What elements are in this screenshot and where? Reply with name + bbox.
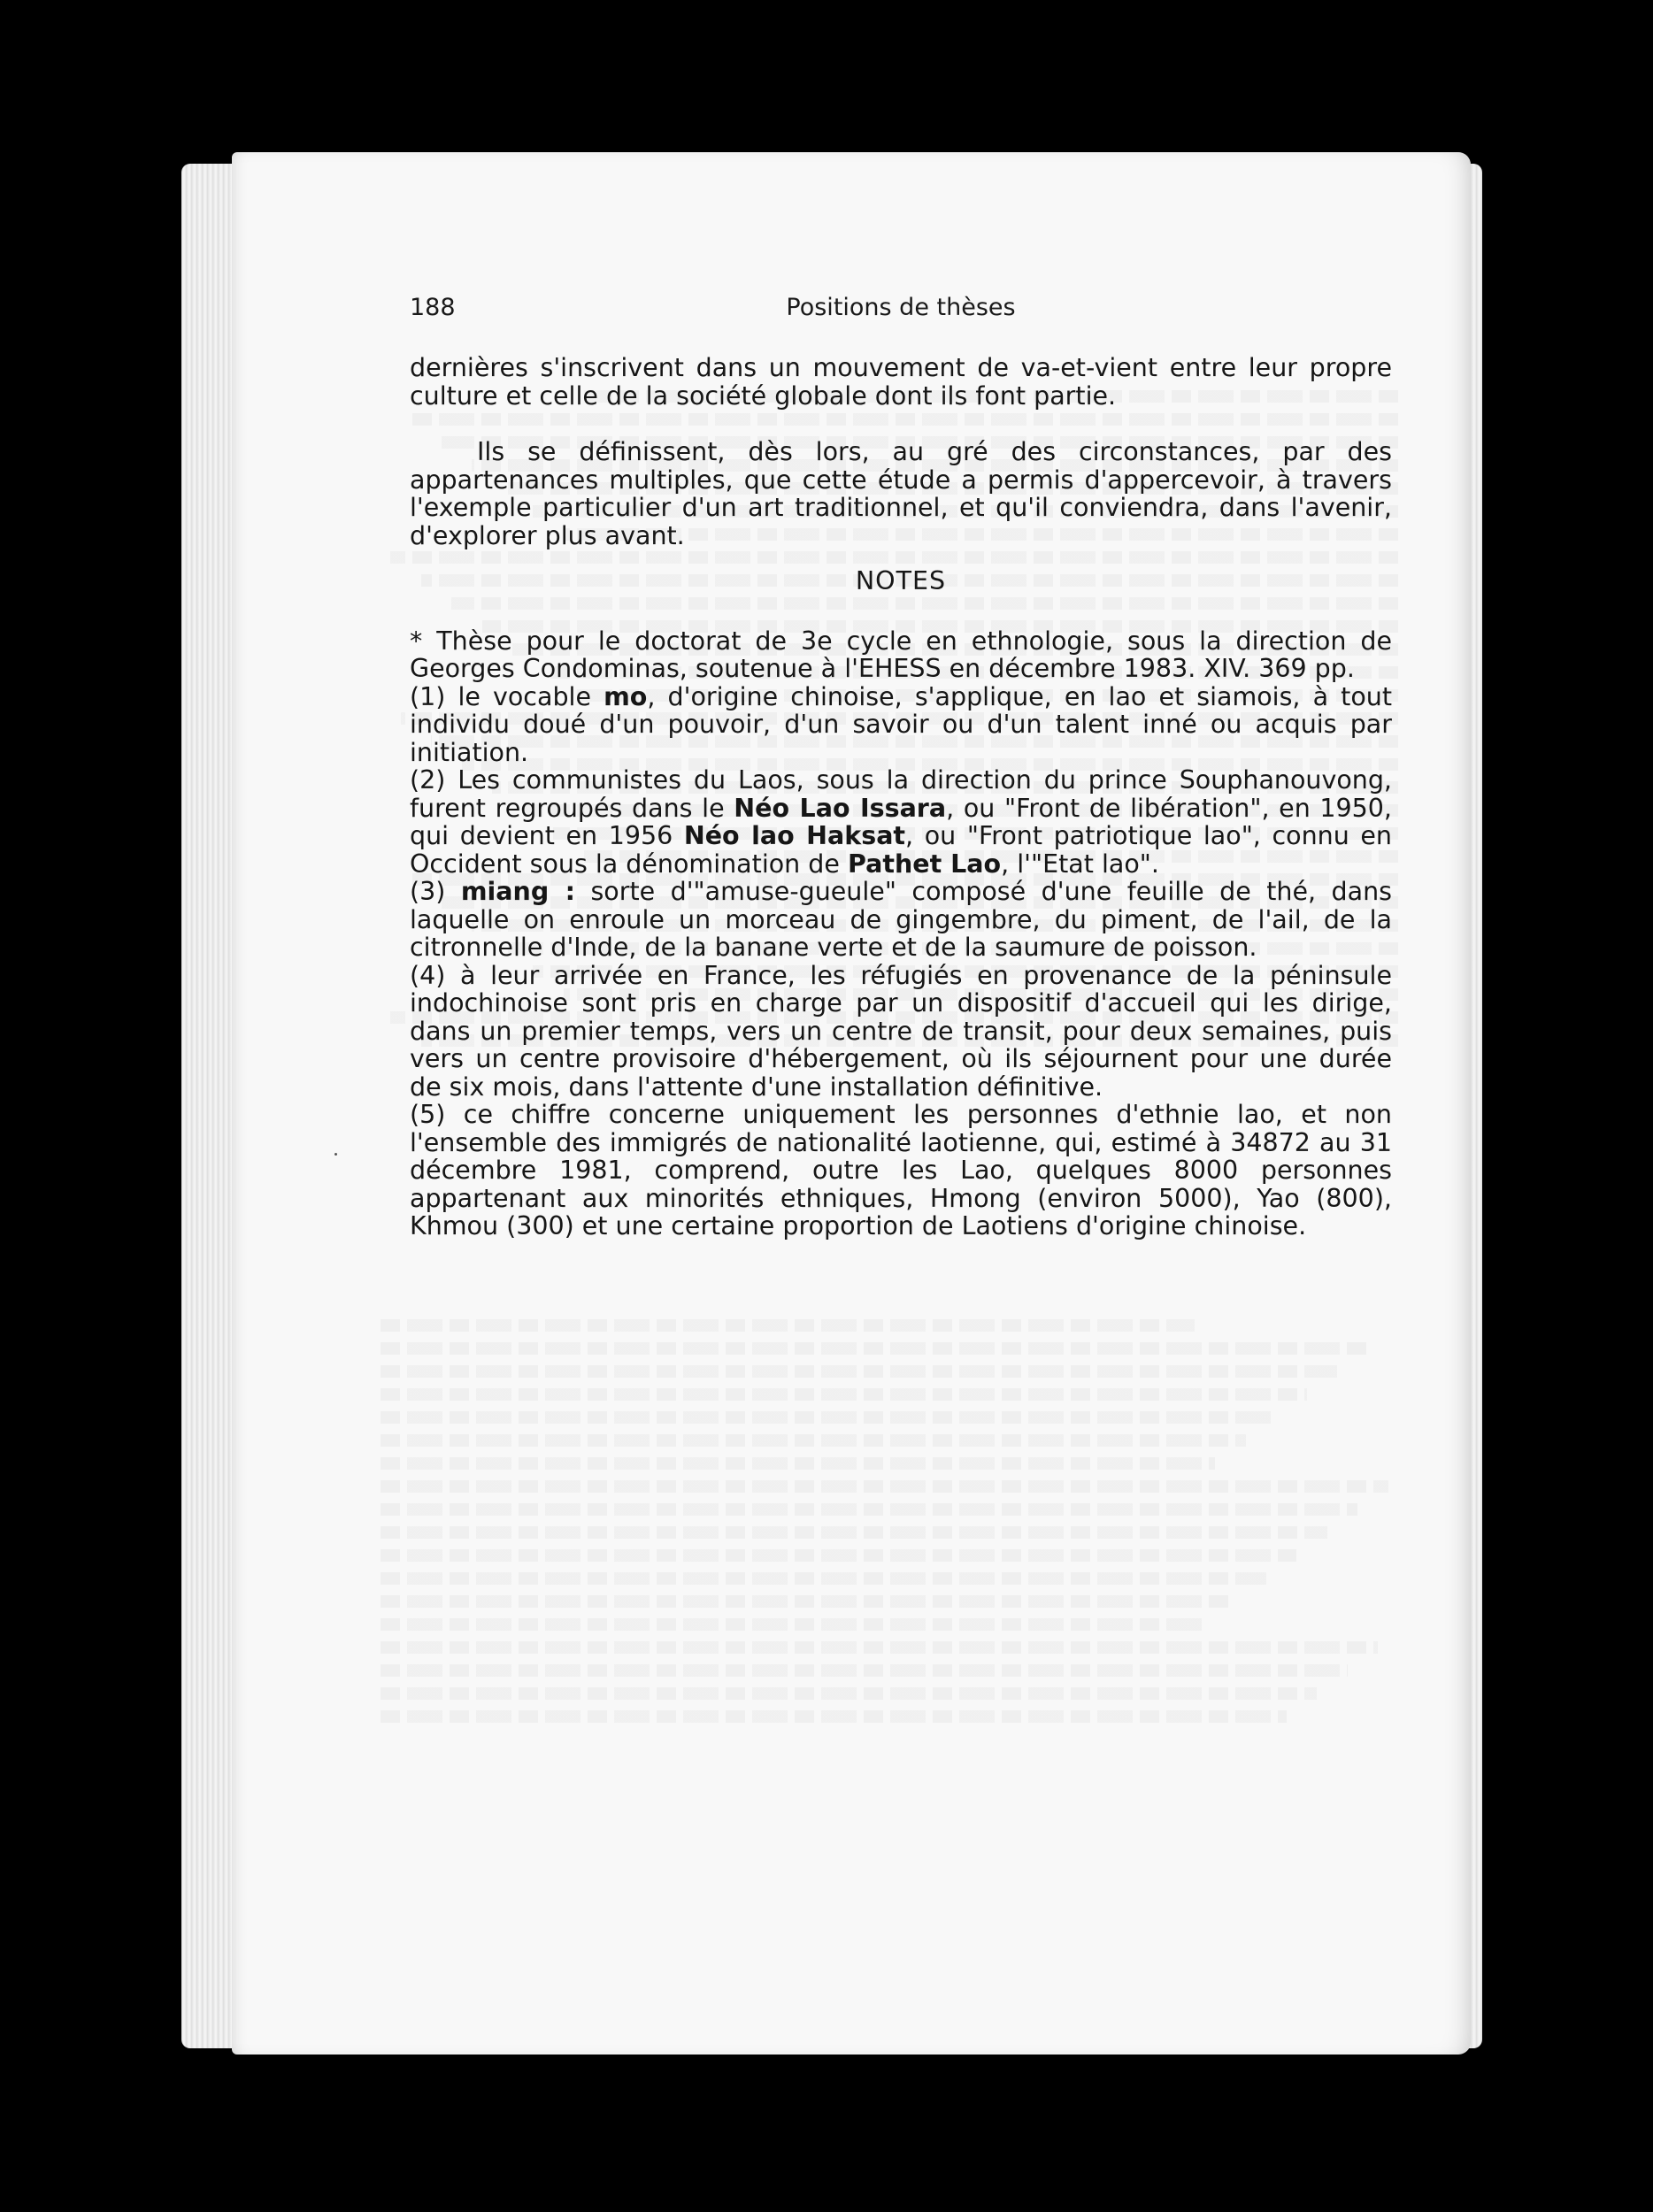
- ghost-line: [381, 1457, 1215, 1470]
- footnote-star: * Thèse pour le doctorat de 3e cycle en ethnologie, sous la direction de Georges Condominas, soutenue à l'EHESS en décembre 1983. XIV. 369 pp.: [410, 626, 1392, 683]
- ghost-line: [381, 1641, 1378, 1654]
- page-number: 188: [410, 294, 456, 321]
- ghost-line: [381, 1319, 1195, 1332]
- ghost-line: [381, 1618, 1205, 1631]
- ghost-line: [381, 1342, 1368, 1355]
- ghost-line: [381, 1687, 1317, 1700]
- margin-mark: [334, 1153, 337, 1156]
- running-title: Positions de thèses: [786, 294, 1016, 321]
- notes-heading: NOTES: [855, 566, 947, 595]
- ghost-line: [381, 1710, 1287, 1723]
- footnote-1-prefix: (1) le vocable: [410, 681, 604, 711]
- ghost-line: [381, 1595, 1235, 1608]
- ghost-line: [381, 1503, 1357, 1516]
- footnote-3-prefix: (3): [410, 877, 461, 906]
- footnote-2-term3: Pathet Lao: [847, 849, 1002, 879]
- body-paragraph-2: Ils se définissent, dès lors, au gré des circonstances, par des appartenances multiples, que cette étude a permis d'appercevoir, à travers l'exemple particulier d'un art traditionnel, et qu'il conviendra, dans l'avenir, d'explorer plus avant.: [410, 437, 1392, 550]
- footnote-2: [410, 766, 1392, 878]
- footnote-2-term1: Néo Lao Issara: [734, 793, 947, 823]
- footnote-1-term: mo: [604, 681, 648, 711]
- ghost-line: [381, 1365, 1337, 1378]
- ghost-line: [381, 1480, 1388, 1493]
- footnote-3-term: miang :: [460, 877, 575, 906]
- ghost-line: [381, 1572, 1266, 1585]
- footnote-2-term2: Néo lao Haksat: [683, 821, 906, 850]
- ghost-line: [381, 1664, 1348, 1677]
- ghost-line: [381, 1411, 1276, 1424]
- footnote-1: [410, 683, 1392, 767]
- show-through-texture-lower: [381, 1310, 1398, 1929]
- footnote-2-part2: , ou "Front de libération", en 1950, qui devient en 1956: [410, 793, 1392, 850]
- footnote-3-rest: sorte d'"amuse-gueule" composé d'une feuille de thé, dans laquelle on enroule un morceau de gingembre, du piment, de l'ail, de la citronnelle d'Inde, de la banane verte et de la saumure de poisson.: [410, 877, 1392, 962]
- footnote-2-part4: , l'"Etat lao".: [1001, 849, 1159, 879]
- running-header: [410, 294, 1392, 329]
- text-block: [410, 354, 1392, 1240]
- footnote-3: [410, 878, 1392, 962]
- ghost-line: [381, 1434, 1246, 1447]
- body-paragraph-1: dernières s'inscrivent dans un mouvement de va-et-vient entre leur propre culture et celle de la société globale dont ils font partie.: [410, 353, 1392, 411]
- footnote-2-part1: (2) Les communistes du Laos, sous la direction du prince Souphanouvong, furent regroupés dans le: [410, 765, 1392, 823]
- ghost-line: [381, 1388, 1307, 1401]
- footnote-4: (4) à leur arrivée en France, les réfugiés en provenance de la péninsule indochinoise sont pris en charge par un dispositif d'accueil qui les dirige, dans un premier temps, vers un centre de transit, pour deux semaines, puis vers un centre provisoire d'hébergement, où ils séjournent pour une durée de six mois, dans l'attente d'une installation définitive.: [410, 960, 1392, 1102]
- footnote-5: (5) ce chiffre concerne uniquement les personnes d'ethnie lao, et non l'ensemble des immigrés de nationalité laotienne, qui, estimé à 34872 au 31 décembre 1981, comprend, outre les Lao, quelques 8000 personnes appartenant aux minorités ethniques, Hmong (environ 5000), Yao (800), Khmou (300) et une certaine proportion de Laotiens d'origine chinoise.: [410, 1100, 1392, 1240]
- ghost-line: [381, 1549, 1296, 1562]
- footnote-1-rest: , d'origine chinoise, s'applique, en lao et siamois, à tout individu doué d'un pouvoir, d'un savoir ou d'un talent inné ou acquis par initiation.: [410, 681, 1392, 767]
- ghost-line: [381, 1526, 1327, 1539]
- footnote-2-part3: , ou "Front patriotique lao", connu en Occident sous la dénomination de: [410, 821, 1392, 879]
